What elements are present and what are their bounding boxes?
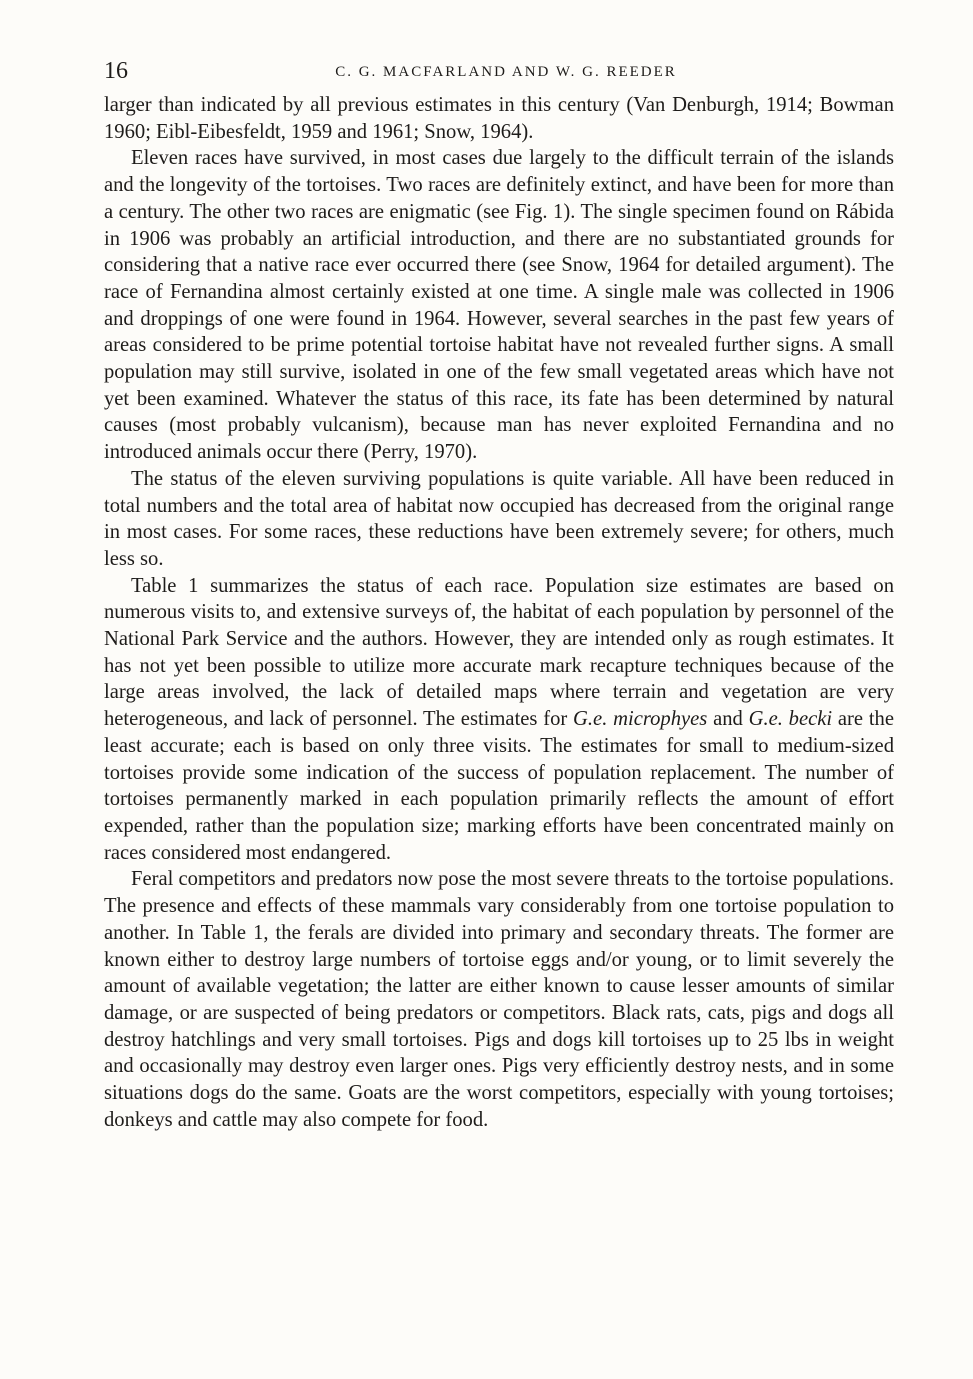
text-segment: are the least accurate; each is based on only three visits. The estimates for small to medium-sized tortoises provide some indication of the success of population replacement. The number of tortoises permanently marked in each population primarily reflects the amount of effort expended, rather than the population size; marking efforts have been concentrated mainly on races considered most endangered. [104, 708, 894, 864]
text-segment: Eleven races have survived, in most cases due largely to the difficult terrain of the islands and the longevity of the tortoises. Two races are definitely extinct, and have been for more than a century. The other two races are enigmatic (see Fig. 1). The single specimen found on Rábida in 1906 was probably an artificial introduction, and there are no substantiated grounds for considering that a native race ever occurred there (see Snow, 1964 for detailed argument). The race of Fernandina almost certainly existed at one time. A single male was collected in 1906 and droppings of one were found in 1964. However, several searches in the past few years of areas considered to be prime potential tortoise habitat have not revealed further signs. A small population may still survive, isolated in one of the few small vegetated areas which have not yet been examined. Whatever the status of this race, its fate has been determined by natural causes (most probably vulcanism), because man has never exploited Fernandina and no introduced animals occur there (Perry, 1970). [104, 147, 894, 464]
text-segment: and [707, 708, 749, 731]
page-header [104, 56, 894, 86]
species-name-italic: G.e. becki [748, 708, 833, 731]
paragraph-table-summary [104, 573, 894, 867]
text-segment: Table 1 summarizes the status of each race. Population size estimates are based on numerous visits to, and extensive surveys of, the habitat of each population by personnel of the National Park Service and the authors. However, they are intended only as rough estimates. It has not yet been possible to utilize more accurate mark recapture techniques because of the large areas involved, the lack of detailed maps where terrain and vegetation are very heterogeneous, and lack of personnel. The estimates for [104, 574, 894, 731]
page-number: 16 [104, 58, 128, 84]
text-segment: larger than indicated by all previous estimates in this century (Van Denburgh, 1914; Bowman 1960; Eibl-Eibesfeldt, 1959 and 1961; Snow, 1964). [104, 94, 894, 143]
body-text [104, 92, 894, 1133]
paragraph-feral-threats [104, 866, 894, 1133]
running-head: C. G. MACFARLAND AND W. G. REEDER [335, 64, 677, 80]
paragraph-surviving-races [104, 145, 894, 465]
paragraph-continued [104, 92, 894, 145]
text-segment: Feral competitors and predators now pose the most severe threats to the tortoise populations. The presence and effects of these mammals vary considerably from one tortoise population to another. In Table 1, the ferals are divided into primary and secondary threats. The former are known either to destroy large numbers of tortoise eggs and/or young, or to limit severely the amount of available vegetation; the latter are either known to cause lesser amounts of similar damage, or are suspected of being predators or competitors. Black rats, cats, pigs and dogs all destroy hatchlings and very small tortoises. Pigs and dogs kill tortoises up to 25 lbs in weight and occasionally may destroy even larger ones. Pigs very efficiently destroy nests, and in some situations dogs do the same. Goats are the worst competitors, especially with young tortoises; donkeys and cattle may also compete for food. [104, 868, 894, 1131]
paragraph-population-status [104, 466, 894, 573]
text-segment: The status of the eleven surviving populations is quite variable. All have been reduced in total numbers and the total area of habitat now occupied has decreased from the original range in most cases. For some races, these reductions have been extremely severe; for others, much less so. [104, 467, 894, 570]
species-name-italic: G.e. microphyes [573, 708, 708, 731]
